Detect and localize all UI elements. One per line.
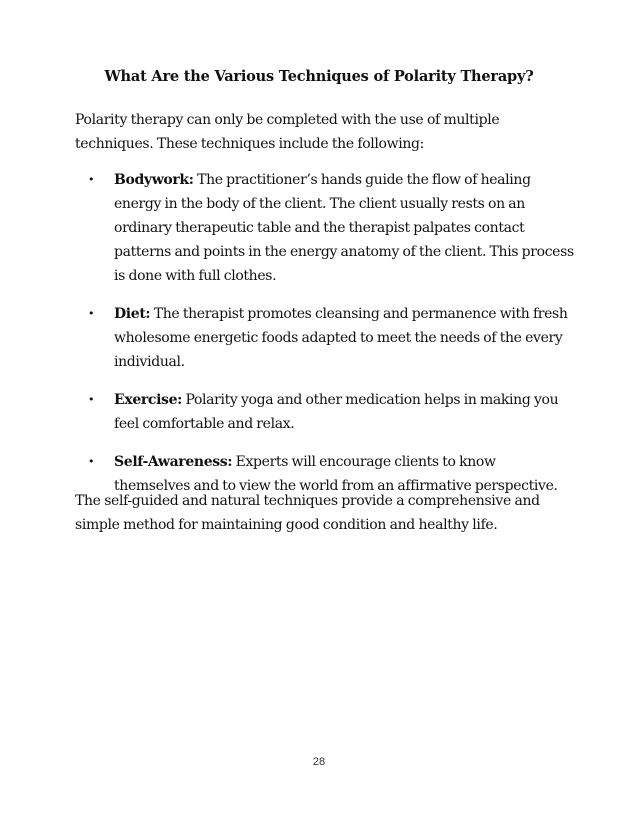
list-item [75,388,575,436]
item-term: Bodywork: [114,172,194,188]
item-text: The practitioner’s hands guide the flow of healing energy in the body of the client. The client usually rests on an ordinary therapeutic table and the therapist palpates contact patterns and points in the energy anatomy of the client. This process is done with full clothes. [114,172,574,284]
bullet-icon: • [88,173,95,186]
section-title: What Are the Various Techniques of Polarity Therapy? [104,68,534,85]
item-text: The therapist promotes cleansing and permanence with fresh wholesome energetic foods adapted to meet the needs of the every individual. [114,306,568,370]
techniques-list [75,168,575,512]
bullet-icon: • [88,393,95,406]
item-term: Exercise: [114,392,182,408]
item-term: Diet: [114,306,151,322]
bullet-icon: • [88,307,95,320]
item-text: Polarity yoga and other medication helps in making you feel comfortable and relax. [114,392,559,432]
closing-paragraph: The self-guided and natural techniques provide a comprehensive and simple method for maintaining good condition and healthy life. [75,493,540,533]
item-term: Self-Awareness: [114,454,233,470]
page-number: 28 [312,756,326,768]
list-item [75,168,575,288]
item-text: Experts will encourage clients to know themselves and to view the world from an affirmative perspective. [114,454,558,494]
intro-paragraph: Polarity therapy can only be completed with the use of multiple techniques. These techniques include the following: [75,112,500,152]
list-item [75,302,575,374]
bullet-icon: • [88,455,95,468]
